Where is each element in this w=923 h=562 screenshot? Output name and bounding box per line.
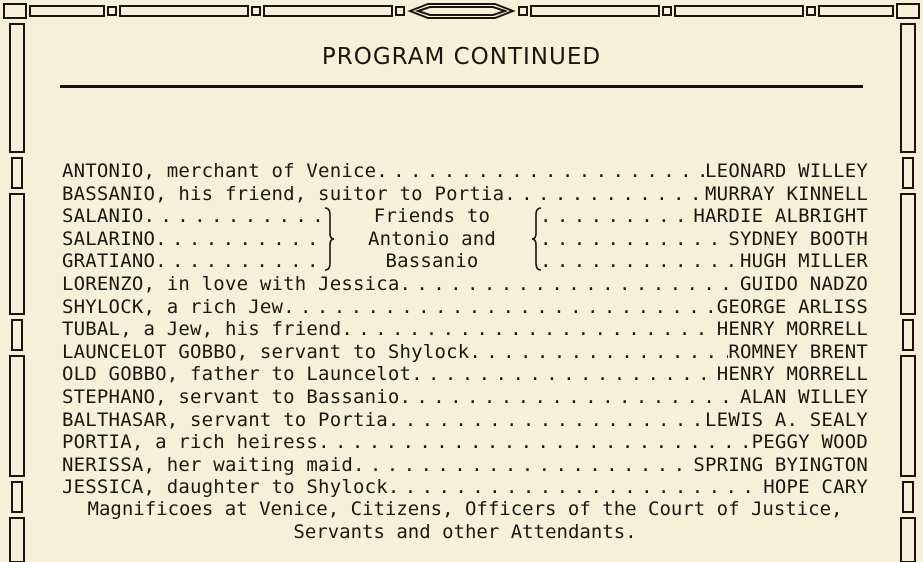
actor-name: GUIDO NADZO — [739, 272, 868, 295]
cast-row — [62, 318, 868, 341]
cast-row — [62, 341, 868, 364]
actor-name: PEGGY WOOD — [751, 431, 868, 454]
role-name: TUBAL, a Jew, his friend — [62, 318, 342, 341]
cast-row — [62, 160, 868, 183]
friends-actors — [540, 205, 868, 273]
cast-row — [62, 296, 868, 319]
actor-name: GEORGE ARLISS — [716, 295, 868, 318]
right-brace-icon — [324, 207, 334, 271]
actor-name: ALAN WILLEY — [739, 385, 868, 408]
cast-row — [62, 476, 868, 499]
attendants-line: Servants and other Attendants. — [293, 521, 637, 543]
friends-caption — [352, 205, 512, 273]
role-name: BASSANIO, his friend, suitor to Portia — [62, 182, 505, 205]
role-name: GRATIANO — [62, 250, 156, 273]
friends-group — [62, 205, 868, 273]
actor-name: HENRY MORRELL — [716, 363, 868, 386]
actor-name: LEWIS A. SEALY — [705, 408, 868, 431]
role-name: JESSICA, daughter to Shylock — [62, 476, 388, 499]
cast-row — [62, 228, 322, 251]
leader-dots — [155, 250, 322, 273]
caption-line: Bassanio — [385, 250, 479, 273]
role-name: BALTHASAR, servant to Portia — [62, 408, 388, 431]
leader-dots — [400, 273, 740, 296]
leader-dots — [540, 228, 728, 251]
leader-dots — [388, 409, 705, 432]
role-name: NERISSA, her waiting maid — [62, 453, 353, 476]
cast-list — [62, 160, 868, 499]
attendants-note — [62, 498, 868, 544]
role-name: LORENZO, in love with Jessica — [62, 272, 400, 295]
actor-name: HUGH MILLER — [739, 250, 868, 273]
cast-row — [62, 363, 868, 386]
leader-dots — [155, 228, 322, 251]
cast-row — [62, 386, 868, 409]
page-title: PROGRAM CONTINUED — [321, 44, 602, 70]
cast-row — [62, 431, 868, 454]
caption-line: Antonio and — [367, 227, 497, 250]
leader-dots — [318, 431, 752, 454]
cast-row — [62, 250, 322, 273]
actor-name: SPRING BYINGTON — [693, 453, 868, 476]
cast-row — [62, 205, 322, 228]
leader-dots — [143, 205, 322, 228]
leader-dots — [411, 363, 717, 386]
cast-row — [62, 454, 868, 477]
ornamental-border-top — [0, 0, 923, 22]
actor-name: HOPE CARY — [763, 476, 868, 499]
role-name: OLD GOBBO, father to Launcelot — [62, 363, 412, 386]
role-name: LAUNCELOT GOBBO, servant to Shylock — [62, 340, 470, 363]
role-name: STEPHANO, servant to Bassanio — [62, 385, 400, 408]
role-name: SALARINO — [62, 227, 156, 250]
leader-dots — [353, 454, 693, 477]
cast-row — [62, 273, 868, 296]
leader-dots — [341, 318, 716, 341]
ornamental-border-right — [897, 22, 919, 562]
actor-name: ROMNEY BRENT — [728, 340, 868, 363]
actor-name: LEONARD WILLEY — [705, 160, 868, 182]
actor-name: HENRY MORRELL — [716, 318, 868, 341]
leader-dots — [400, 386, 740, 409]
attendants-line: Magnificoes at Venice, Citizens, Officers of the Court of Justice, — [87, 498, 843, 520]
leader-dots — [469, 341, 728, 364]
actor-name: MURRAY KINNELL — [705, 182, 868, 205]
role-name: PORTIA, a rich heiress — [62, 431, 319, 454]
cast-row — [62, 183, 868, 206]
leader-dots — [388, 476, 763, 499]
cast-row — [540, 250, 868, 273]
leader-dots — [540, 250, 740, 273]
leader-dots — [283, 296, 717, 319]
actor-name: HARDIE ALBRIGHT — [693, 205, 868, 228]
cast-row — [62, 409, 868, 432]
caption-line: Friends to — [373, 205, 491, 228]
cast-row — [540, 205, 868, 228]
actor-name: SYDNEY BOOTH — [728, 227, 868, 250]
role-name: SALANIO — [62, 205, 144, 228]
cast-row — [540, 228, 868, 251]
leader-dots — [540, 205, 693, 228]
friends-roles — [62, 205, 322, 273]
leader-dots — [376, 160, 705, 183]
role-name: ANTONIO, merchant of Venice — [62, 160, 377, 182]
title-rule — [60, 85, 863, 88]
leader-dots — [504, 183, 705, 206]
ornamental-border-left — [6, 22, 28, 562]
role-name: SHYLOCK, a rich Jew — [62, 295, 284, 318]
